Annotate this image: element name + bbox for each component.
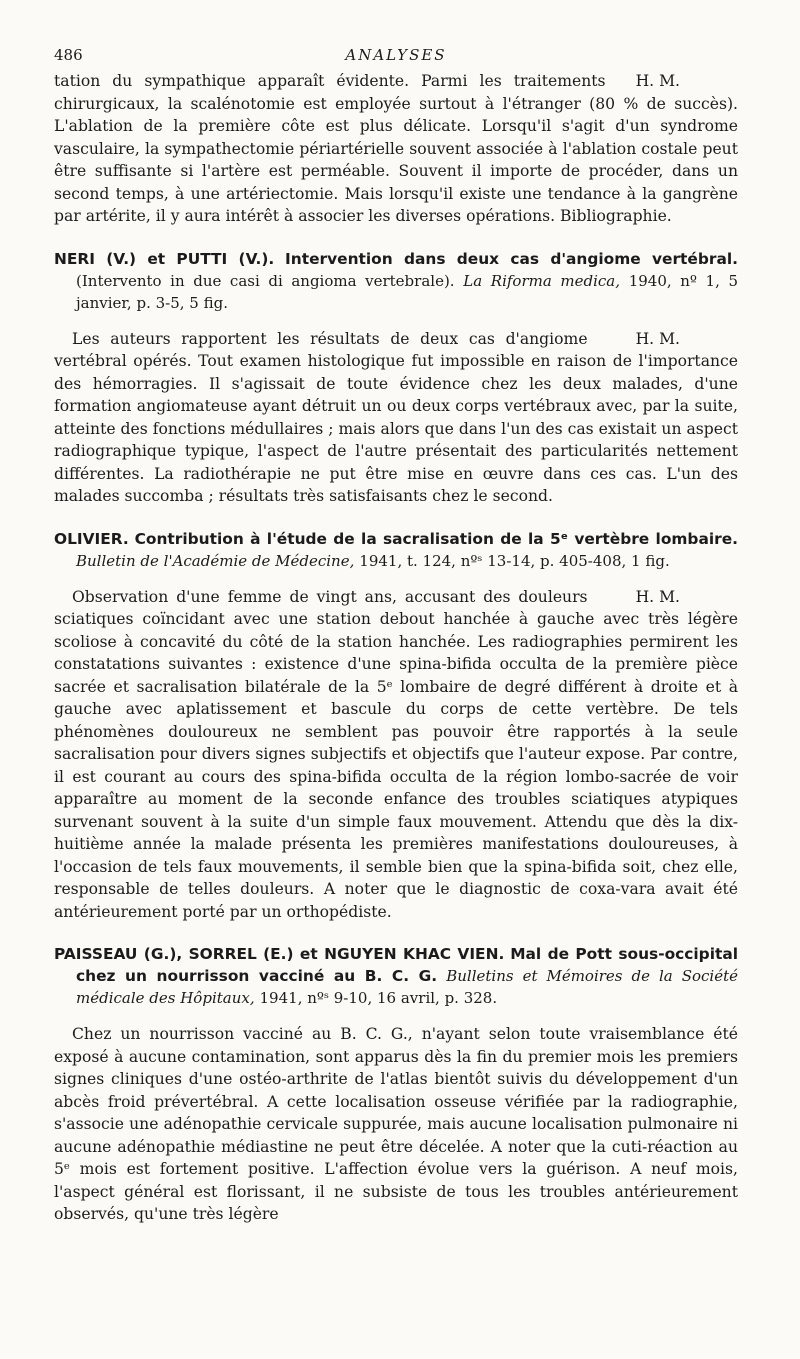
entry-paragraph (54, 328, 738, 508)
signature: H. M. (635, 72, 680, 90)
signature: H. M. (635, 329, 680, 348)
entry-title: Contribution à l'étude de la sacralisation de la 5ᵉ vertèbre lombaire. (134, 529, 738, 548)
entry-reference: 1941, t. 124, nºˢ 13-14, p. 405-408, 1 fig. (359, 551, 670, 570)
paragraph-text: Observation d'une femme de vingt ans, accusant des douleurs sciatiques coïncidant avec une station debout hanchée à gauche avec très légère scoliose à concavité du côté de la station hanchée. Les radiographies permirent les constatations suivantes : existence d'une spina-bifida occulta de la première pièce sacrée et sacralisation bilatérale de la 5ᵉ lombaire de degré différent à droite et à gauche avec aplatissement et bascule du corps de cette vertèbre. De tels phénomènes douloureux ne semblent pas pouvoir être rapportés à la seule sacralisation pour divers signes subjectifs et objectifs que l'auteur expose. Par contre, il est courant au cours des spina-bifida occulta de la région lombo-sacrée de voir apparaître au moment de la seconde enfance des troubles sciatiques atypiques survenant souvent à la suite d'un simple faux mouvement. Attendu que dès la dix-huitième année la malade présenta les premières manifestations douloureuses, à l'occasion de tels faux mouvements, il semble bien que la spina-bifida soit, chez elle, responsable de telles douleurs. A noter que le diagnostic de coxa-vara avait été antérieurement porté par un orthopédiste. (54, 587, 738, 921)
review-entries (54, 248, 738, 1226)
entry-heading (54, 528, 738, 572)
page-number: 486 (54, 46, 83, 64)
paragraph-text: Chez un nourrisson vacciné au B. C. G., n'ayant selon toute vraisemblance été exposé à aucune contamination, sont apparus dès la fin du premier mois les premiers signes cliniques d'une ostéo-arthrite de l'atlas bientôt suivis du développement d'un abcès froid prévertébral. A cette localisation osseuse vérifiée par la radiographie, s'associe une adénopathie cervicale suppurée, mais aucune localisation pulmonaire ni aucune adénopathie médiastine ne peut être décelée. A noter que la cuti-réaction au 5ᵉ mois est fortement positive. L'affection évolue vers la guérison. A neuf mois, l'aspect général est florissant, il ne subsiste de tous les troubles antérieurement observés, qu'une très légère (54, 1025, 738, 1223)
entry-paragraph (54, 586, 738, 924)
entry-journal: Bulletin de l'Académie de Médecine, (76, 551, 355, 570)
running-head (54, 40, 738, 70)
entry-title: Mal de Pott sous-occipital chez un nourrisson vacciné au B. C. G. (76, 945, 738, 985)
entry-reference-pre: (Intervento in due casi di angioma vertebrale). (76, 271, 455, 290)
review-entry (54, 248, 738, 508)
signature: H. M. (635, 587, 680, 606)
continuation-paragraph (54, 70, 738, 228)
review-entry (54, 943, 738, 1226)
entry-journal: La Riforma medica, (463, 271, 620, 290)
continuation-text: tation du sympathique apparaît évidente. Parmi les traitements chirurgicaux, la scalénotomie est employée surtout à l'étranger (80 % de succès). L'ablation de la première côte est plus délicate. Lorsqu'il s'agit d'un syndrome vasculaire, la sympathectomie périartérielle souvent associée à l'ablation costale peut être suffisante si l'artère est perméable. Souvent il importe de procéder, dans un second temps, à une artériectomie. Mais lorsqu'il existe une tendance à la gangrène par artérite, il y aura intérêt à associer les diverses opérations. Bibliographie. (54, 72, 738, 225)
entry-authors: OLIVIER. (54, 529, 129, 548)
running-title: ANALYSES (345, 46, 447, 64)
entry-heading (54, 248, 738, 314)
entry-authors: NERI (V.) et PUTTI (V.). (54, 249, 275, 268)
review-entry (54, 528, 738, 924)
entry-reference: 1940, nº 1, 5 janvier, p. 3-5, 5 fig. (76, 271, 738, 312)
entry-title: Intervention dans deux cas d'angiome vertébral. (285, 249, 738, 268)
entry-paragraph (54, 1023, 738, 1226)
entry-journal: Bulletins et Mémoires de la Société médicale des Hôpitaux, (76, 967, 738, 1007)
entry-authors: PAISSEAU (G.), SORREL (E.) et NGUYEN KHAC VIEN. (54, 945, 505, 963)
paragraph-text: Les auteurs rapportent les résultats de deux cas d'angiome vertébral opérés. Tout examen histologique fut impossible en raison de l'importance des hémorragies. Il s'agissait de toute évidence chez les deux malades, d'une formation angiomateuse ayant détruit un ou deux corps vertébraux avec, par la suite, atteinte des fonctions médullaires ; mais alors que dans l'un des cas existait un aspect radiographique typique, l'aspect de l'autre présentait des particularités nettement différentes. La radiothérapie ne put être mise en œuvre dans ces cas. L'un des malades succomba ; résultats très satisfaisants chez le second. (54, 329, 738, 505)
entry-reference: 1941, nºˢ 9-10, 16 avril, p. 328. (259, 989, 498, 1007)
entry-heading (54, 943, 738, 1009)
